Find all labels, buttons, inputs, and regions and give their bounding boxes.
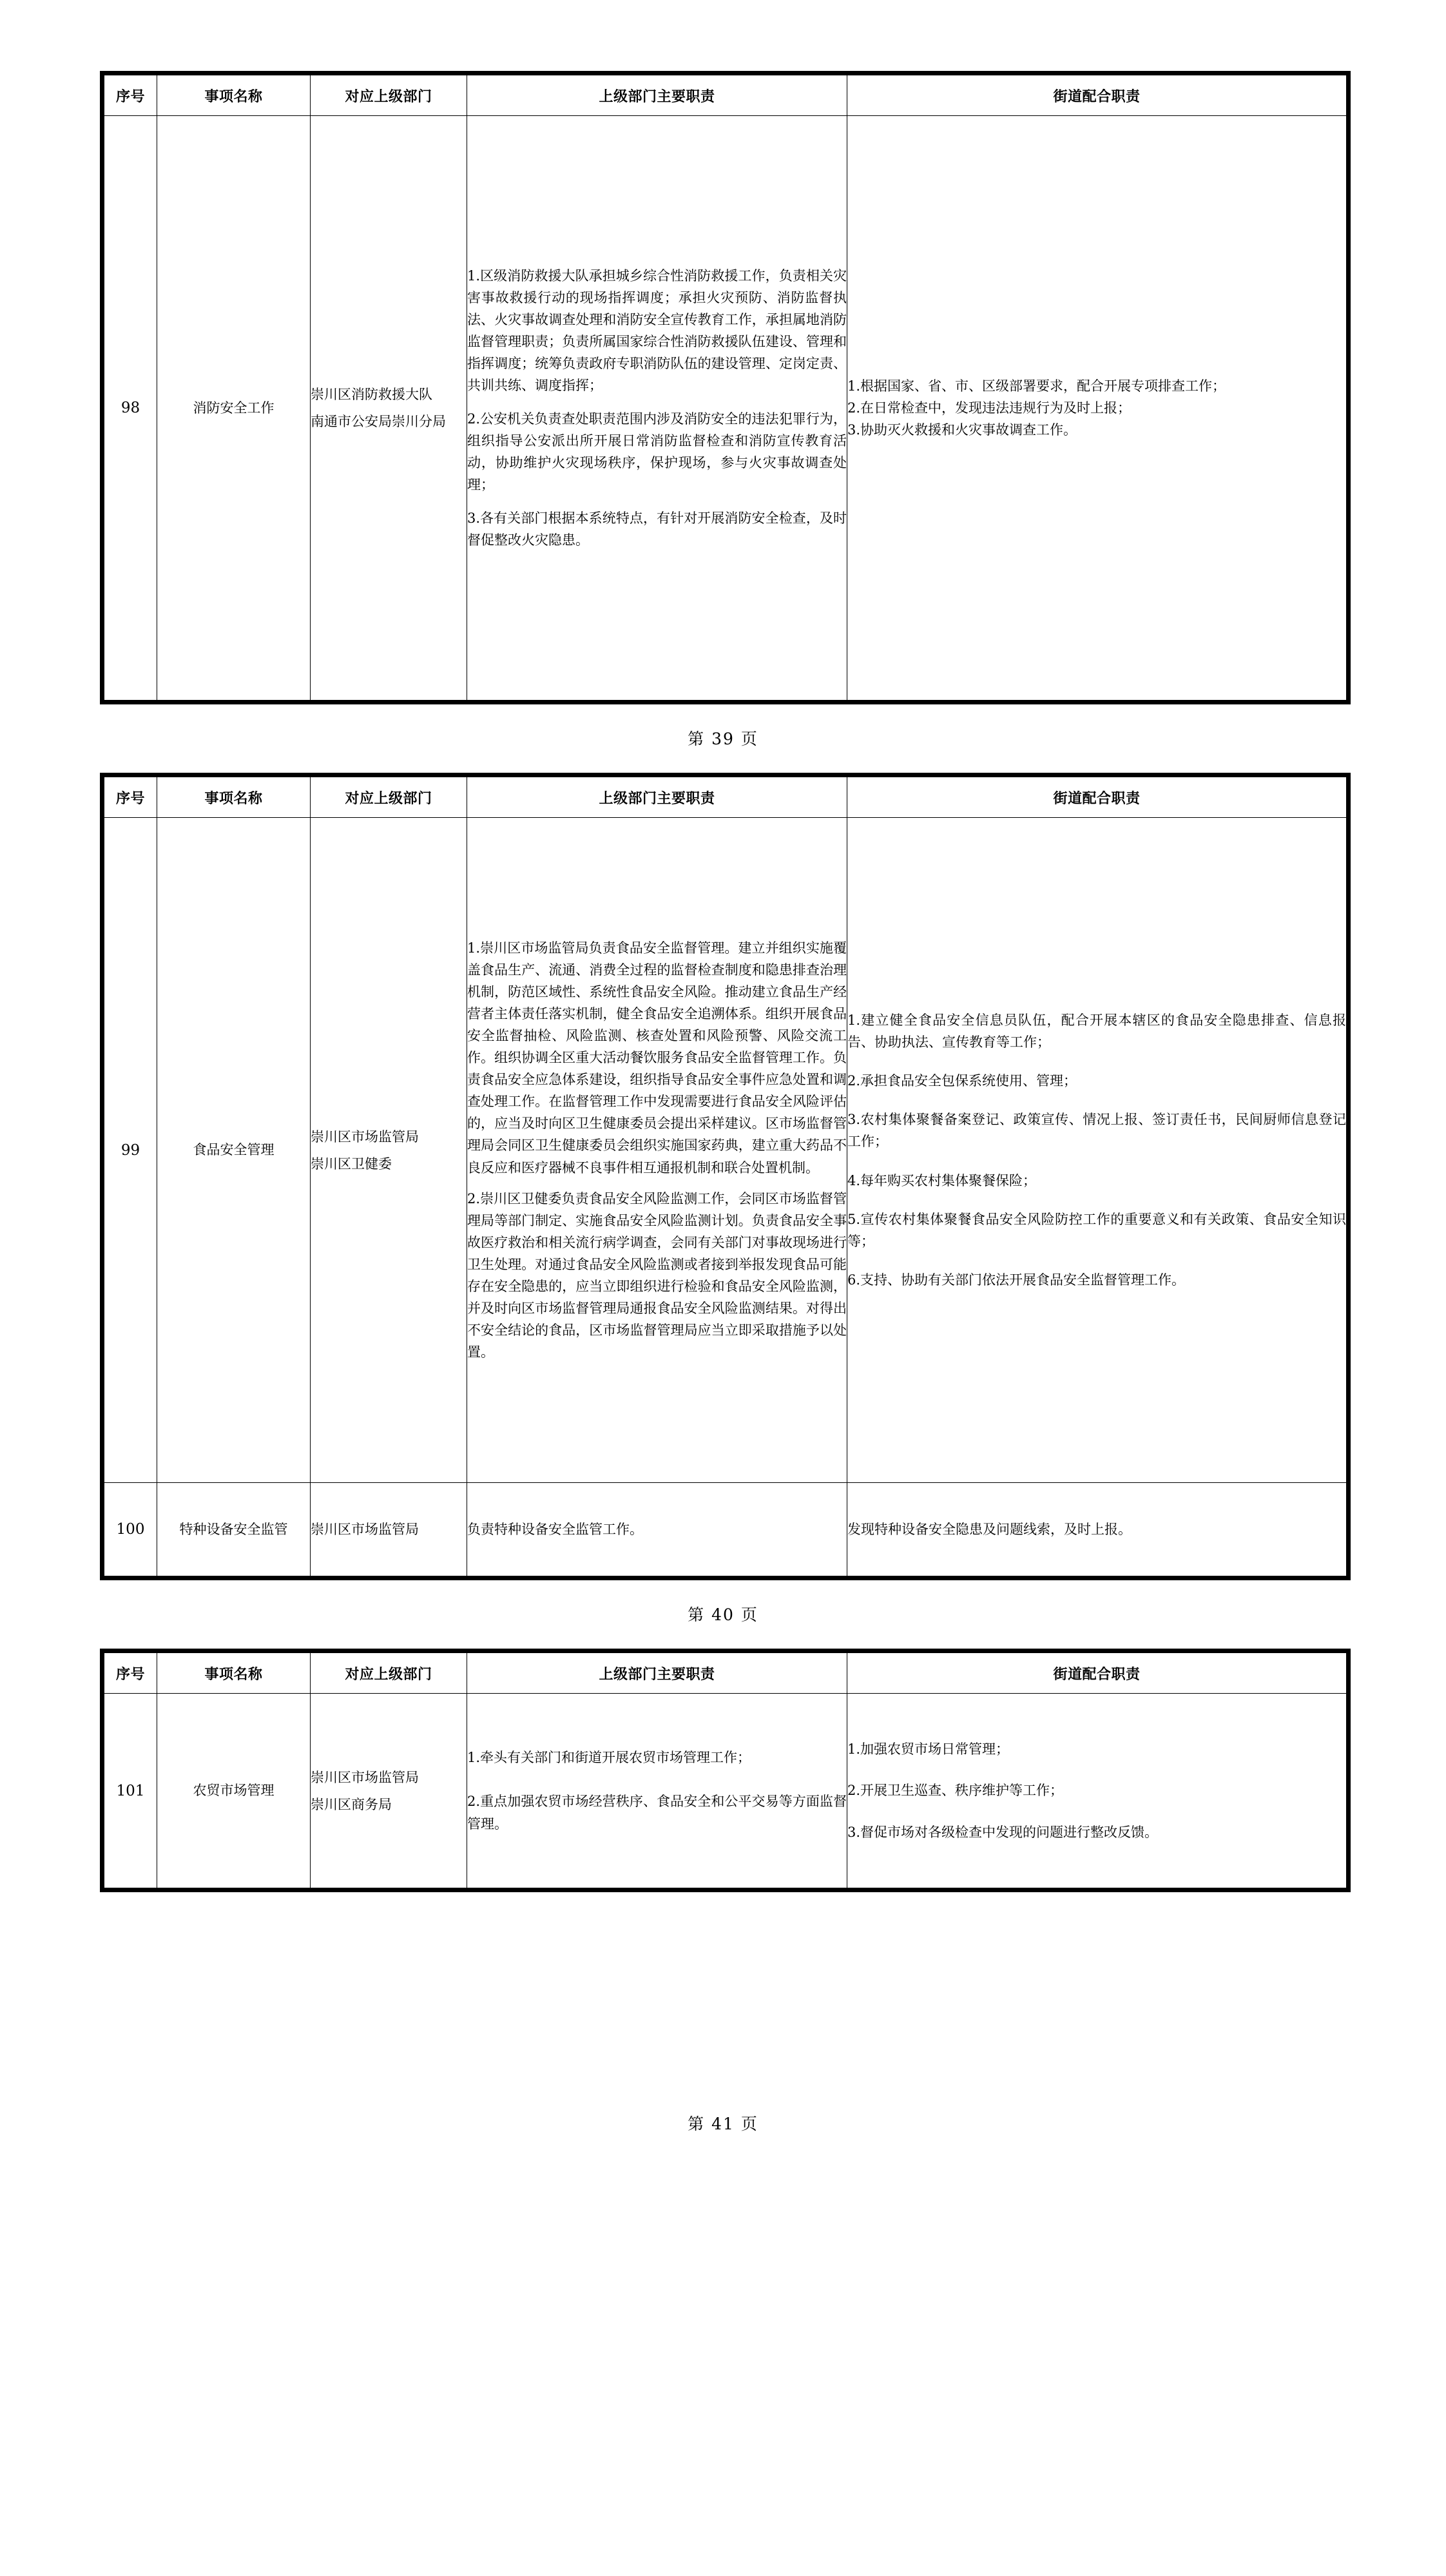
column-header-item-name: 事项名称 xyxy=(157,775,311,818)
coop-paragraph: 6.支持、协助有关部门依法开展食品安全监督管理工作。 xyxy=(847,1272,1186,1288)
duties-table-page-41 xyxy=(100,1649,1351,1892)
column-header-street-coop: 街道配合职责 xyxy=(847,73,1349,116)
coop-paragraph: 3.协助灭火救援和火灾事故调查工作。 xyxy=(847,422,1077,438)
cell-item-name: 食品安全管理 xyxy=(157,818,311,1483)
cell-upper-dept xyxy=(311,1483,467,1578)
column-header-upper-dept: 对应上级部门 xyxy=(311,775,467,818)
cell-upper-dept xyxy=(311,116,467,702)
duty-paragraph: 2.公安机关负责查处职责范围内涉及消防安全的违法犯罪行为，组织指导公安派出所开展日常消防监督检查和消防宣传教育活动，协助维护火灾现场秩序，保护现场，参与火灾事故调查处理； xyxy=(467,411,847,493)
cell-upper-duty xyxy=(467,1483,847,1578)
duty-paragraph: 1.牵头有关部门和街道开展农贸市场管理工作； xyxy=(467,1750,751,1766)
cell-serial: 98 xyxy=(102,116,157,702)
table-header-row xyxy=(102,73,1349,116)
page-footer: 第 40 页 xyxy=(688,1605,758,1624)
column-header-upper-duty: 上级部门主要职责 xyxy=(467,73,847,116)
duty-paragraph: 负责特种设备安全监管工作。 xyxy=(467,1521,643,1537)
page-39 xyxy=(0,0,1446,750)
cell-serial: 100 xyxy=(102,1483,157,1578)
table-row xyxy=(102,1694,1349,1890)
table-row xyxy=(102,116,1349,702)
dept-line: 崇川区消防救援大队 xyxy=(311,387,432,402)
dept-line: 南通市公安局崇川分局 xyxy=(311,414,446,429)
dept-line: 崇川区卫健委 xyxy=(311,1156,392,1172)
cell-upper-dept xyxy=(311,818,467,1483)
duty-paragraph: 3.各有关部门根据本系统特点，有针对开展消防安全检查，及时督促整改火灾隐患。 xyxy=(467,510,847,548)
table-row xyxy=(102,818,1349,1483)
coop-paragraph: 2.承担食品安全包保系统使用、管理； xyxy=(847,1073,1077,1089)
column-header-upper-duty: 上级部门主要职责 xyxy=(467,1651,847,1694)
table-row xyxy=(102,1483,1349,1578)
duty-paragraph: 1.区级消防救援大队承担城乡综合性消防救援工作，负责相关灾害事故救援行动的现场指挥调度；承担火灾预防、消防监督执法、火灾事故调查处理和消防安全宣传教育工作，承担属地消防监督管理职责；负责所属国家综合性消防救援队伍建设、管理和指挥调度；统筹负责政府专职消防队伍的建设管理、定岗定责、共训共练、调度指挥； xyxy=(467,267,847,393)
cell-street-coop xyxy=(847,1694,1349,1890)
cell-upper-duty xyxy=(467,116,847,702)
dept-line: 崇川区市场监管局 xyxy=(311,1128,419,1145)
duty-paragraph: 1.崇川区市场监管局负责食品安全监督管理。建立并组织实施覆盖食品生产、流通、消费全过程的监督检查制度和隐患排查治理机制，防范区域性、系统性食品安全风险。推动建立食品生产经营者主体责任落实机制，健全食品安全追溯体系。组织开展食品安全监督抽检、风险监测、核查处置和风险预警、风险交流工作。组织协调全区重大活动餐饮服务食品安全监督管理工作。负责食品安全应急体系建设，组织指导食品安全事件应急处置和调查处理工作。在监督管理工作中发现需要进行食品安全风险评估的，应当及时向区卫生健康委员会提出采样建议。区市场监督管理局会同区卫生健康委员会组织实施国家药典，建立重大药品不良反应和医疗器械不良事件相互通报机制和联合处置机制。 xyxy=(467,940,847,1176)
dept-line: 崇川区市场监管局 xyxy=(311,1522,419,1537)
duty-paragraph: 2.崇川区卫健委负责食品安全风险监测工作，会同区市场监督管理局等部门制定、实施食品安全风险监测计划。负责食品安全事故医疗救治和相关流行病学调查，会同有关部门对事故现场进行卫生处理。对通过食品安全风险监测或者接到举报发现食品可能存在安全隐患的，应当立即组织进行检验和食品安全风险监测，并及时向区市场监督管理局通报食品安全风险监测结果。对得出不安全结论的食品，区市场监督管理局应当立即采取措施予以处置。 xyxy=(467,1190,847,1360)
column-header-serial: 序号 xyxy=(102,1651,157,1694)
page-41 xyxy=(0,1625,1446,2135)
cell-street-coop xyxy=(847,1483,1349,1578)
cell-item-name: 特种设备安全监管 xyxy=(157,1483,311,1578)
coop-paragraph: 3.督促市场对各级检查中发现的问题进行整改反馈。 xyxy=(847,1824,1159,1840)
cell-serial: 99 xyxy=(102,818,157,1483)
coop-paragraph: 发现特种设备安全隐患及问题线索，及时上报。 xyxy=(847,1521,1132,1537)
cell-street-coop xyxy=(847,818,1349,1483)
page-footer: 第 41 页 xyxy=(688,2115,758,2133)
coop-paragraph: 3.农村集体聚餐备案登记、政策宣传、情况上报、签订责任书，民间厨师信息登记工作； xyxy=(847,1112,1346,1150)
coop-paragraph: 5.宣传农村集体聚餐食品安全风险防控工作的重要意义和有关政策、食品安全知识等； xyxy=(847,1211,1346,1249)
coop-paragraph: 2.开展卫生巡查、秩序维护等工作； xyxy=(847,1783,1064,1799)
column-header-upper-dept: 对应上级部门 xyxy=(311,73,467,116)
column-header-item-name: 事项名称 xyxy=(157,73,311,116)
page-40 xyxy=(0,750,1446,1625)
column-header-serial: 序号 xyxy=(102,73,157,116)
column-header-upper-dept: 对应上级部门 xyxy=(311,1651,467,1694)
coop-paragraph: 1.建立健全食品安全信息员队伍，配合开展本辖区的食品安全隐患排查、信息报告、协助执法、宣传教育等工作； xyxy=(847,1012,1346,1051)
dept-line: 崇川区市场监管局 xyxy=(311,1769,419,1785)
cell-upper-duty xyxy=(467,818,847,1483)
column-header-serial: 序号 xyxy=(102,775,157,818)
table-header-row xyxy=(102,775,1349,818)
column-header-street-coop: 街道配合职责 xyxy=(847,1651,1349,1694)
duties-table-page-40 xyxy=(100,773,1351,1580)
duty-paragraph: 2.重点加强农贸市场经营秩序、食品安全和公平交易等方面监督管理。 xyxy=(467,1794,847,1832)
cell-item-name: 消防安全工作 xyxy=(157,116,311,702)
column-header-street-coop: 街道配合职责 xyxy=(847,775,1349,818)
table-header-row xyxy=(102,1651,1349,1694)
cell-street-coop xyxy=(847,116,1349,702)
cell-upper-duty xyxy=(467,1694,847,1890)
coop-paragraph: 4.每年购买农村集体聚餐保险； xyxy=(847,1172,1037,1188)
column-header-item-name: 事项名称 xyxy=(157,1651,311,1694)
dept-line: 崇川区商务局 xyxy=(311,1796,392,1812)
coop-paragraph: 1.加强农贸市场日常管理； xyxy=(847,1741,1010,1758)
coop-paragraph: 1.根据国家、省、市、区级部署要求，配合开展专项排查工作； xyxy=(847,378,1226,394)
page-footer: 第 39 页 xyxy=(688,730,758,748)
cell-serial: 101 xyxy=(102,1694,157,1890)
cell-upper-dept xyxy=(311,1694,467,1890)
coop-paragraph: 2.在日常检查中，发现违法违规行为及时上报； xyxy=(847,400,1132,416)
column-header-upper-duty: 上级部门主要职责 xyxy=(467,775,847,818)
cell-item-name: 农贸市场管理 xyxy=(157,1694,311,1890)
duties-table-page-39 xyxy=(100,71,1351,704)
